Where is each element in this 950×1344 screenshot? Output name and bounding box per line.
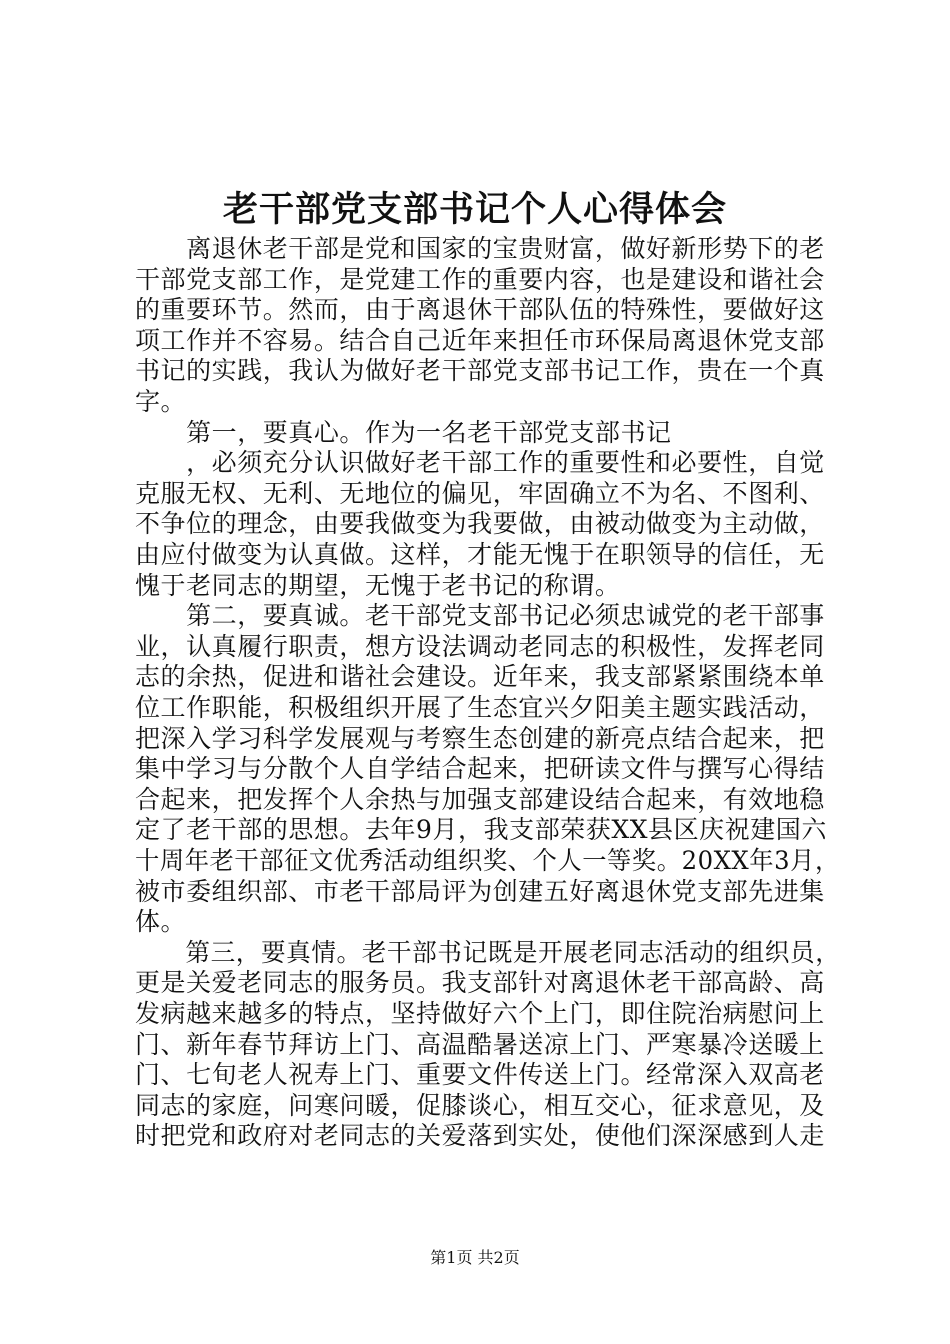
body-text-line: 第三，要真情。老干部书记既是开展老同志活动的组织员，	[135, 937, 841, 967]
body-text-line: 位工作职能，积极组织开展了生态宜兴夕阳美主题实践活动，	[135, 693, 825, 722]
body-text-line: 第二，要真诚。老干部党支部书记必须忠诚党的老干部事	[135, 601, 825, 631]
document-title: 老干部党支部书记个人心得体会	[222, 189, 727, 230]
body-text-line: 时把党和政府对老同志的关爱落到实处，使他们深深感到人走	[135, 1121, 825, 1151]
body-text-line: 由应付做变为认真做。这样，才能无愧于在职领导的信任，无	[135, 540, 825, 569]
body-text-line: 体。	[135, 907, 187, 937]
body-text-line: 合起来，把发挥个人余热与加强支部建设结合起来，有效地稳	[135, 784, 825, 814]
body-text-line: 门、七旬老人祝寿上门、重要文件传送上门。经常深入双高老	[135, 1060, 825, 1090]
body-text-line: 克服无权、无利、无地位的偏见，牢固确立不为名、不图利、	[135, 478, 825, 508]
body-text-line: 业，认真履行职责，想方设法调动老同志的积极性，发挥老同	[135, 631, 825, 661]
body-text-line: 志的余热，促进和谐社会建设。近年来，我支部紧紧围绕本单	[135, 662, 825, 692]
body-text-line: 更是关爱老同志的服务员。我支部针对离退休老干部高龄、高	[135, 968, 825, 998]
body-text-line: 十周年老干部征文优秀活动组织奖、个人一等奖。20XX年3月，	[135, 846, 840, 875]
body-text-line: ，必须充分认识做好老干部工作的重要性和必要性，自觉	[135, 448, 825, 478]
body-text-line: 干部党支部工作，是党建工作的重要内容，也是建设和谐社会	[135, 264, 825, 294]
body-text-line: 离退休老干部是党和国家的宝贵财富，做好新形势下的老	[135, 234, 825, 263]
body-text-line: 发病越来越多的特点，坚持做好六个上门，即住院治病慰问上	[135, 999, 825, 1028]
body-text-line: 字。	[135, 387, 187, 416]
body-text-line: 被市委组织部、市老干部局评为创建五好离退休党支部先进集	[135, 876, 825, 906]
body-text-line: 书记的实践，我认为做好老干部党支部书记工作，贵在一个真	[135, 356, 825, 386]
body-text-line: 的重要环节。然而，由于离退休干部队伍的特殊性，要做好这	[135, 295, 825, 325]
body-text-line: 项工作并不容易。结合自己近年来担任市环保局离退休党支部	[135, 325, 825, 355]
body-text-line: 第一，要真心。作为一名老干部党支部书记	[135, 417, 672, 447]
body-text-line: 愧于老同志的期望，无愧于老书记的称谓。	[135, 570, 621, 600]
body-text-line: 门、新年春节拜访上门、高温酷暑送凉上门、严寒暴冷送暖上	[135, 1029, 825, 1059]
body-text-line: 把深入学习科学发展观与考察生态创建的新亮点结合起来，把	[135, 723, 825, 753]
body-text-line: 集中学习与分散个人自学结合起来，把研读文件与撰写心得结	[135, 754, 825, 784]
body-text-line: 同志的家庭，问寒问暖，促膝谈心，相互交心，征求意见，及	[135, 1090, 825, 1120]
page-number-footer: 第1页 共2页	[430, 1248, 520, 1267]
body-text-line: 不争位的理念，由要我做变为我要做，由被动做变为主动做，	[135, 509, 825, 539]
body-text-line: 定了老干部的思想。去年9月，我支部荣获XX县区庆祝建国六	[135, 815, 827, 845]
